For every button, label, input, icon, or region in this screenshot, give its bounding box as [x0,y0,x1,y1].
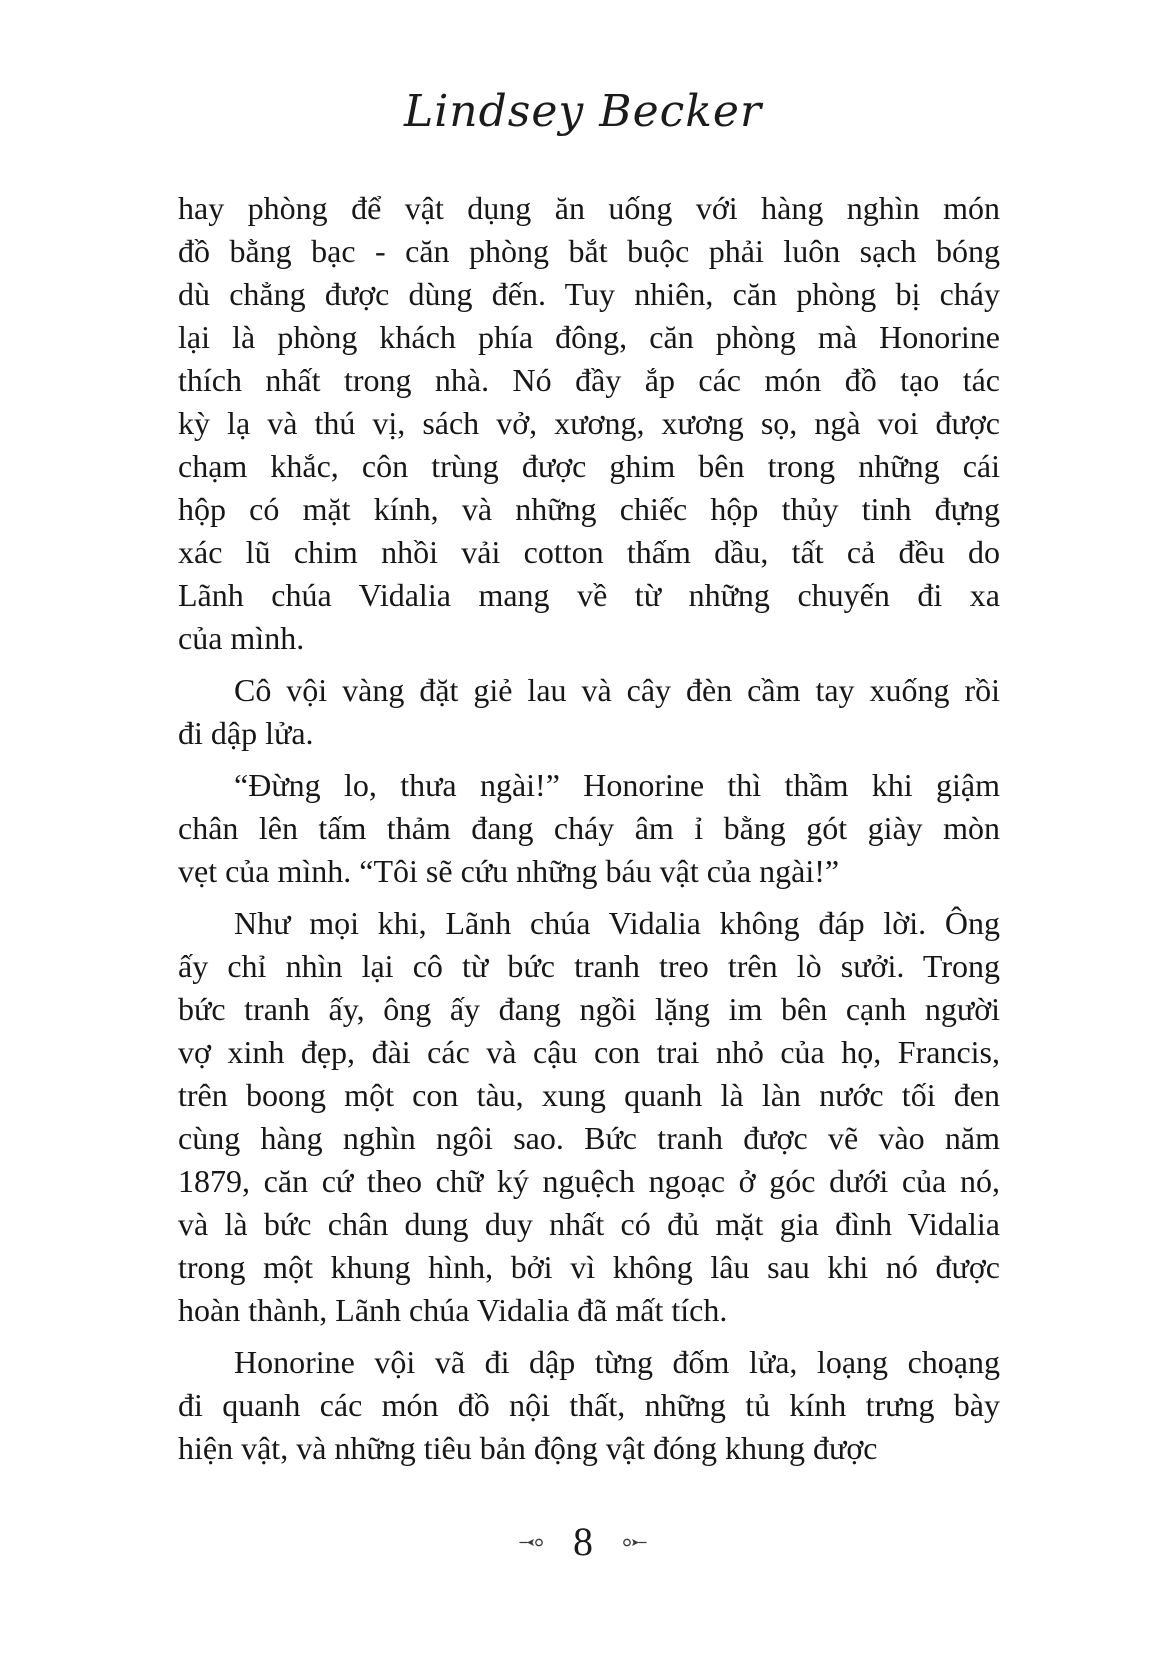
text-line: Honorine vội vã đi dập từng đốm lửa, loạng choạng [234,1344,1000,1380]
text-line: kỳ lạ và thú vị, sách vở, xương, xương sọ, ngà voi được [178,405,1000,441]
text-line: đi quanh các món đồ nội thất, những tủ kính trưng bày [178,1387,1000,1423]
author-name: Lindsey Becker [403,86,762,137]
text-line: chạm khắc, côn trùng được ghim bên trong những cái [178,448,1000,484]
text-line: của mình. [178,620,305,656]
page-footer [172,1518,994,1566]
text-line: Cô vội vàng đặt giẻ lau và cây đèn cầm tay xuống rồi [234,672,1000,708]
page-number: 8 [573,1519,593,1564]
text-line: trong một khung hình, bởi vì không lâu sau khi nó được [178,1249,1000,1285]
text-line: vợ xinh đẹp, đài các và cậu con trai nhỏ của họ, Francis, [178,1034,1000,1070]
text-line: vẹt của mình. “Tôi sẽ cứu những báu vật của ngài!” [178,853,840,889]
text-line: đồ bằng bạc - căn phòng bắt buộc phải luôn sạch bóng [178,233,1000,269]
paragraph [178,1341,1000,1470]
text-line: hiện vật, và những tiêu bản động vật đóng khung được [178,1430,878,1466]
text-line: thích nhất trong nhà. Nó đầy ắp các món đồ tạo tác [178,362,1000,398]
text-line: cùng hàng nghìn ngôi sao. Bức tranh được vẽ vào năm [178,1120,1000,1156]
text-line: dù chẳng được dùng đến. Tuy nhiên, căn phòng bị cháy [178,276,1000,312]
text-line: hộp có mặt kính, và những chiếc hộp thủy tinh đựng [178,491,1000,527]
text-line: hay phòng để vật dụng ăn uống với hàng nghìn món [178,190,1000,226]
text-line: 1879, căn cứ theo chữ ký nguệch ngoạc ở góc dưới của nó, [178,1163,1000,1199]
text-line: chân lên tấm thảm đang cháy âm ỉ bằng gót giày mòn [178,810,1000,846]
paragraph [178,669,1000,755]
text-block [178,187,1000,1470]
text-line: Lãnh chúa Vidalia mang về từ những chuyến đi xa [178,577,1000,613]
text-line: Như mọi khi, Lãnh chúa Vidalia không đáp lời. Ông [234,905,1000,941]
text-line: trên boong một con tàu, xung quanh là làn nước tối đen [178,1077,1000,1113]
text-line: và là bức chân dung duy nhất có đủ mặt gia đình Vidalia [178,1206,1000,1242]
text-line: hoàn thành, Lãnh chúa Vidalia đã mất tích. [178,1292,728,1328]
pen-flourish-left-icon [519,1535,546,1550]
paragraph [178,764,1000,893]
paragraph [178,902,1000,1332]
text-line: lại là phòng khách phía đông, căn phòng mà Honorine [178,319,1000,355]
text-line: bức tranh ấy, ông ấy đang ngồi lặng im bên cạnh người [178,991,1000,1027]
text-line: “Đừng lo, thưa ngài!” Honorine thì thầm khi giậm [234,767,1000,803]
text-line: đi dập lửa. [178,715,314,751]
text-line: ấy chỉ nhìn lại cô từ bức tranh treo trên lò sưởi. Trong [178,948,1000,984]
pen-flourish-right-icon [620,1535,647,1550]
paragraph [178,187,1000,660]
running-header [172,86,994,137]
text-line: xác lũ chim nhồi vải cotton thấm dầu, tất cả đều do [178,534,1000,570]
